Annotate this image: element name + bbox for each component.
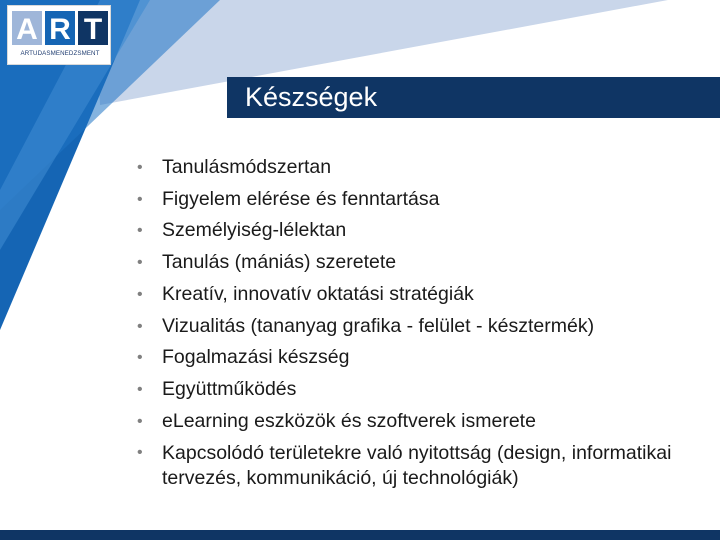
bullet-text: eLearning eszközök és szoftverek ismerete <box>162 409 536 432</box>
bullet-text: Kreatív, innovatív oktatási stratégiák <box>162 282 474 305</box>
logo-letter-r: R <box>49 13 71 46</box>
bullet-icon: • <box>137 190 143 208</box>
bullet-text: Fogalmazási készség <box>162 346 350 369</box>
bullet-item <box>137 215 712 247</box>
bullet-icon: • <box>137 412 143 430</box>
bullet-text: Tanulás (mániás) szeretete <box>162 251 397 274</box>
bullet-item <box>137 342 712 374</box>
company-logo <box>7 5 111 65</box>
bullet-icon: • <box>137 349 143 367</box>
bullet-text: Tanulásmódszertan <box>162 156 332 178</box>
bullet-item <box>137 311 712 343</box>
title-bar <box>227 77 720 118</box>
bullet-item <box>137 184 712 216</box>
bullet-text: Kapcsolódó területekre való nyitottság (design, informatikai tervezés, kommunikáció, új technológiák) <box>162 442 672 490</box>
logo-letter-a: A <box>16 13 38 46</box>
bullet-item <box>137 406 712 438</box>
bottom-bar <box>0 530 720 540</box>
bullet-text: Együttműködés <box>162 377 297 400</box>
bullet-list <box>137 152 712 491</box>
bullet-item <box>137 279 712 311</box>
bullet-icon: • <box>137 380 143 398</box>
bullet-icon: • <box>137 285 143 303</box>
bullet-icon: • <box>137 222 143 240</box>
bullet-item <box>137 247 712 279</box>
bullet-text: Személyiség-lélektan <box>162 219 347 242</box>
bullet-item <box>137 437 712 491</box>
slide-title: Készségek <box>245 82 378 112</box>
bullet-icon: • <box>137 444 143 462</box>
bullet-icon: • <box>137 317 143 335</box>
bullet-text: Figyelem elérése és fenntartása <box>162 187 440 210</box>
bullet-icon: • <box>137 254 143 272</box>
logo-letter-t: T <box>83 13 103 46</box>
bullet-text: Vizualitás (tananyag grafika - felület - késztermék) <box>162 314 595 337</box>
bullet-icon: • <box>137 159 143 176</box>
bullet-item <box>137 374 712 406</box>
logo-caption: ARTUDASMENEDZSMENT <box>20 50 100 57</box>
bullet-item <box>137 152 712 184</box>
